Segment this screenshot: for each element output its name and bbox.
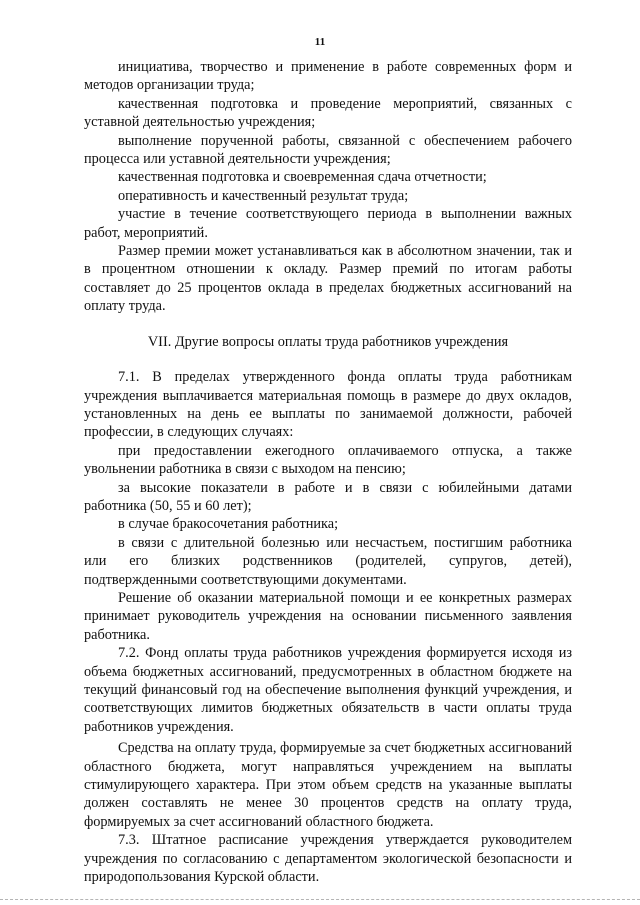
clause-7-1-decision: Решение об оказании материальной помощи и ее конкретных размерах принимает руководитель учреждения на основании письменного заявления работника.	[84, 589, 572, 643]
list-item: качественная подготовка и проведение мероприятий, связанных с уставной деятельностью учреждения;	[84, 95, 572, 131]
clause-7-2-funds: Средства на оплату труда, формируемые за счет бюджетных ассигнований областного бюджета, могут направляться учреждением на выплаты стимулирующего характера. При этом объем средств на указанные выплаты должен составлять не менее 30 процентов средств на оплату труда, формируемых за счет ассигнований областного бюджета.	[84, 740, 572, 830]
section-heading: VII. Другие вопросы оплаты труда работников учреждения	[147, 333, 509, 350]
clause-7-2-text: 7.2. Фонд оплаты труда работников учреждения формируется исходя из объема бюджетных ассигнований, предусмотренных в областном бюджете на текущий финансовый год на обеспечение выполнения функций учреждения, и соответствующих лимитов бюджетных обязательств в части оплаты труда работников учреждения.	[84, 645, 572, 735]
clause-7-1-case: в связи с длительной болезнью или несчастьем, постигшим работника или его близких родственников (родителей, супругов, детей), подтвержденными соответствующими документами.	[84, 534, 572, 588]
page-number: 11	[314, 36, 326, 48]
premium-size-paragraph: Размер премии может устанавливаться как в абсолютном значении, так и в процентном отношении к окладу. Размер премий по итогам работы составляет до 25 процентов оклада в пределах бюджетных ассигнований на оплату труда.	[84, 243, 572, 315]
list-item: качественная подготовка и своевременная сдача отчетности;	[118, 169, 487, 186]
list-item: участие в течение соответствующего периода в выполнении важных работ, мероприятий.	[84, 206, 572, 241]
clause-7-1-case: в случае бракосочетания работника;	[118, 516, 339, 533]
clause-7-3-text: 7.3. Штатное расписание учреждения утверждается руководителем учреждения по согласованию с департаментом экологической безопасности и природопользования Курской области.	[84, 832, 572, 886]
clause-7-1-case: за высокие показатели в работе и в связи с юбилейными датами работника (50, 55 и 60 лет);	[84, 479, 572, 514]
list-item: инициатива, творчество и применение в работе современных форм и методов организации труда;	[84, 59, 572, 94]
clause-7-1-intro: 7.1. В пределах утвержденного фонда оплаты труда работникам учреждения выплачивается материальная помощь в размере до двух окладов, установленных на день ее выплаты по занимаемой должности, рабочей профессии, в следующих случаях:	[84, 369, 572, 441]
document-body	[84, 58, 572, 886]
scan-edge-line	[0, 899, 640, 902]
list-item: оперативность и качественный результат труда;	[118, 187, 409, 204]
clause-7-1-case: при предоставлении ежегодного оплачиваемого отпуска, а также увольнении работника в связи с выходом на пенсию;	[84, 442, 572, 478]
list-item: выполнение порученной работы, связанной с обеспечением рабочего процесса или уставной деятельности учреждения;	[84, 132, 572, 168]
